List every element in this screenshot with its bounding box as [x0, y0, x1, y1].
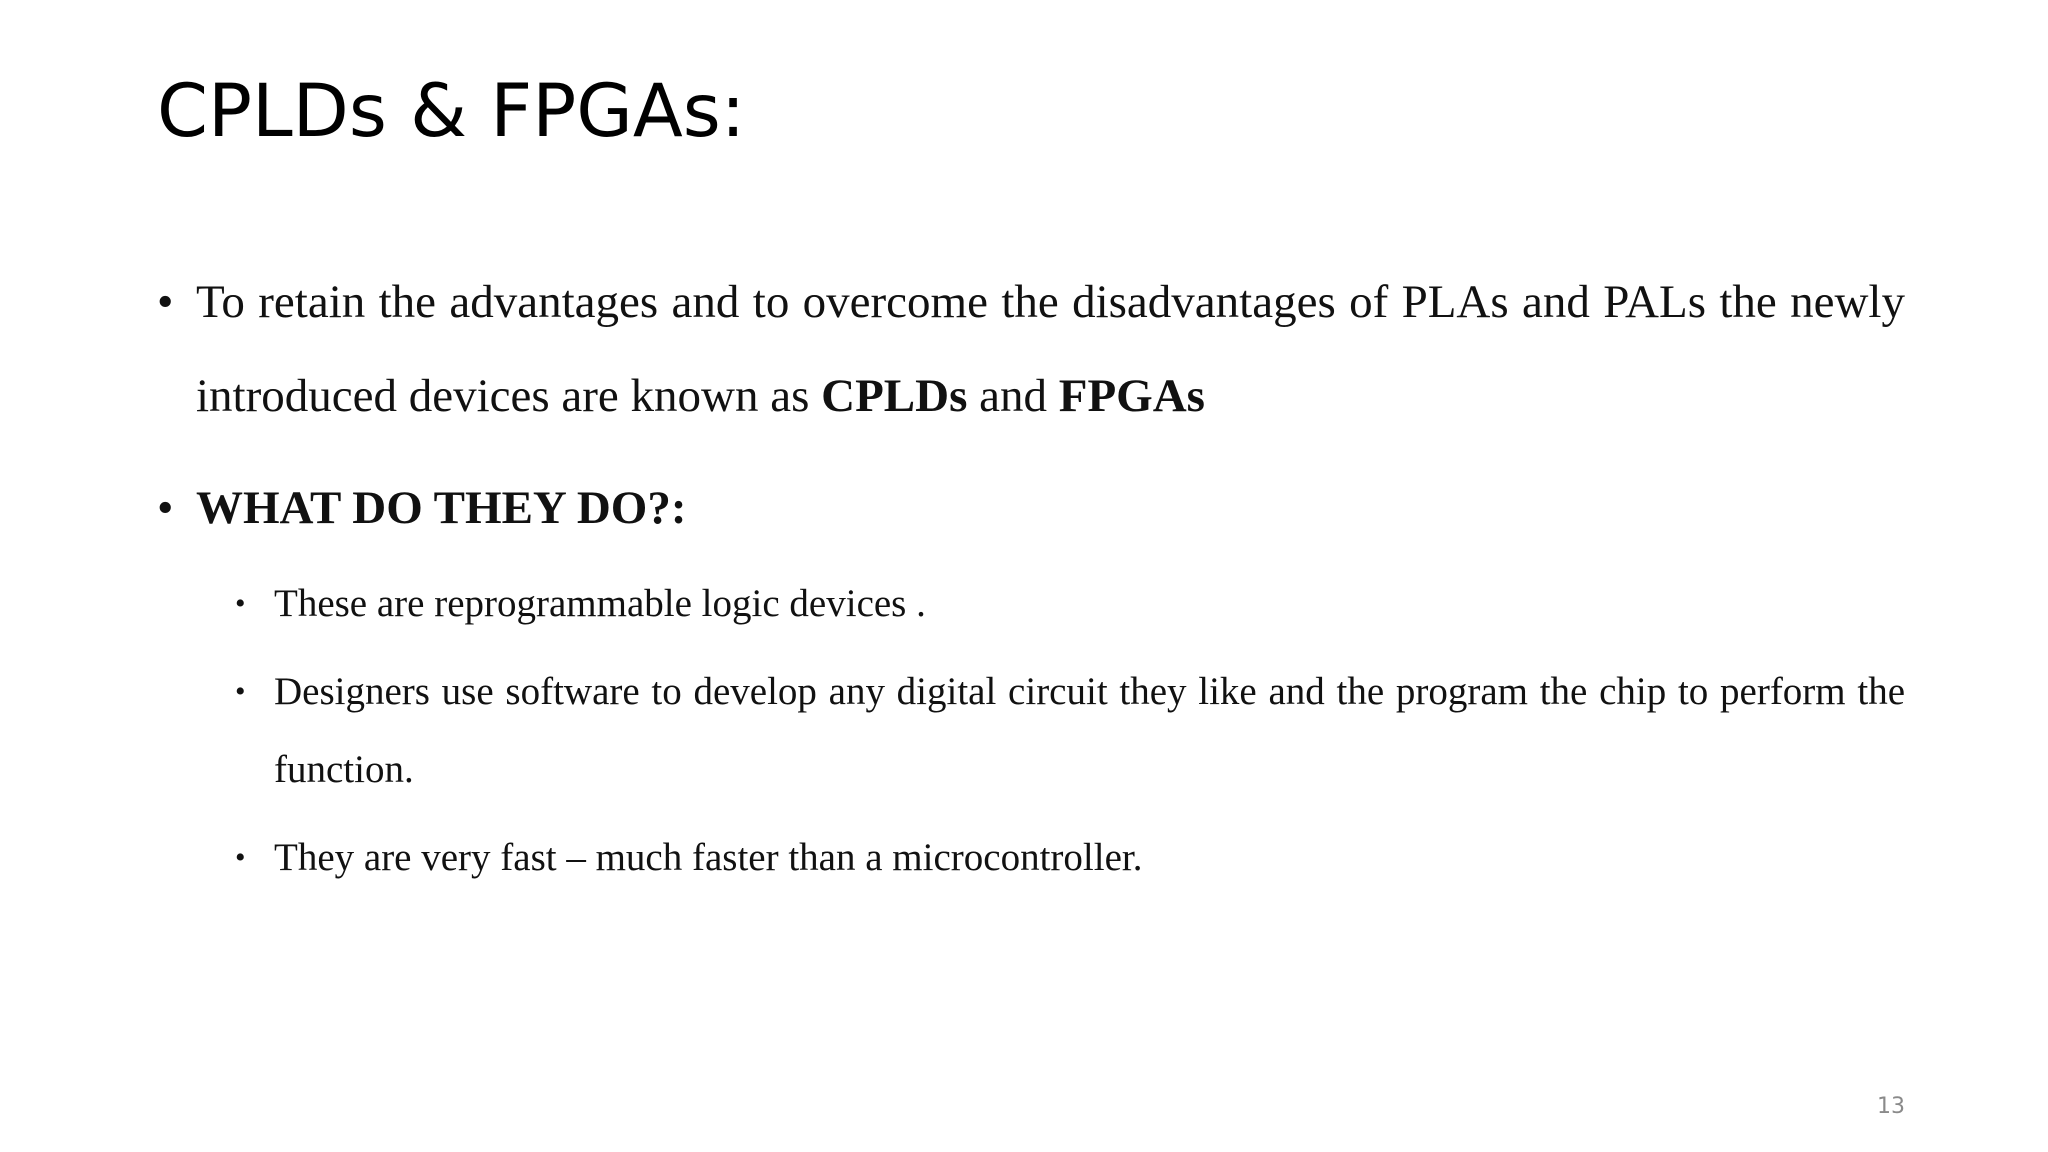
sub-bullet-dot-icon: •	[235, 675, 246, 708]
slide-title: CPLDs & FPGAs:	[157, 69, 746, 154]
bullet-intro	[157, 255, 1905, 443]
slide-content	[157, 255, 1905, 897]
sub-bullet-item	[235, 819, 1905, 897]
bullet-intro-text: To retain the advantages and to overcome the disadvantages of PLAs and PALs the newly introduced devices are known as	[196, 276, 1905, 422]
sub-bullet-item	[235, 565, 1905, 643]
bullet-intro-bold-cplds: CPLDs	[821, 370, 968, 422]
bullet-intro-bold-fpgas: FPGAs	[1058, 370, 1205, 422]
bullet-dot-icon: •	[157, 482, 174, 534]
bullet-heading-text: WHAT DO THEY DO?:	[196, 482, 687, 534]
sub-bullet-item	[235, 653, 1905, 809]
sub-bullet-text: These are reprogrammable logic devices .	[274, 582, 926, 625]
sub-bullet-text: They are very fast – much faster than a microcontroller.	[274, 836, 1143, 879]
page-number: 13	[1877, 1094, 1905, 1119]
sub-bullet-dot-icon: •	[235, 841, 246, 874]
bullet-heading	[157, 461, 1905, 555]
sub-bullet-dot-icon: •	[235, 587, 246, 620]
sub-bullet-list	[235, 565, 1905, 897]
sub-bullet-text: Designers use software to develop any digital circuit they like and the program the chip to perform the function.	[274, 670, 1905, 791]
bullet-intro-connector: and	[967, 370, 1059, 422]
bullet-dot-icon: •	[157, 276, 174, 328]
